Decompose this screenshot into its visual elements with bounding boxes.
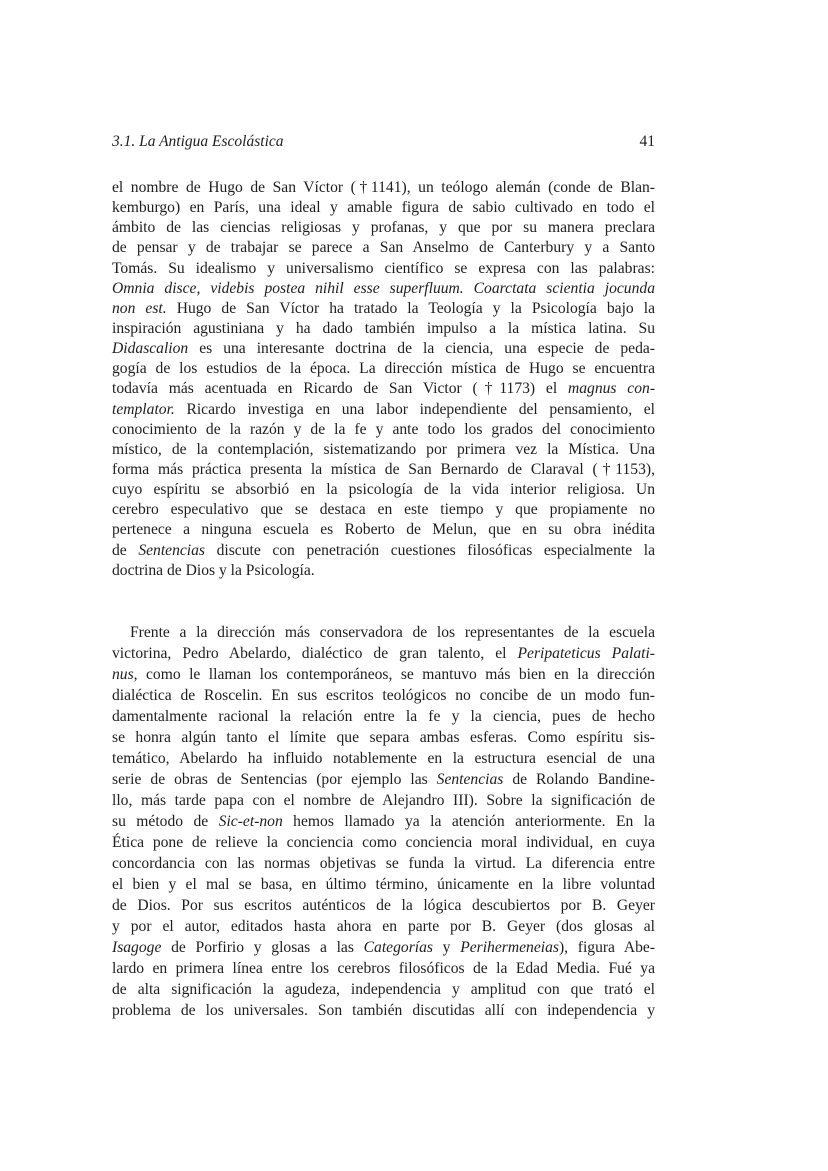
italic-text: non est.	[112, 299, 167, 317]
text-line	[112, 790, 655, 811]
text-run: y por el autor, editados hasta ahora en parte por B. Geyer (dos glosas al	[112, 918, 655, 935]
text-run: llo, más tarde papa con el nombre de Alejandro III). Sobre la significación de	[112, 792, 655, 809]
text-run: se honra algún tanto el límite que separa ambas esferas. Como espíritu sis-	[112, 729, 655, 746]
italic-text: Sic-et-non	[218, 813, 283, 830]
text-line	[112, 238, 655, 258]
text-run: ámbito de las ciencias religiosas y profanas, y que por su manera preclara	[112, 219, 655, 237]
text-line	[112, 727, 655, 748]
text-run: doctrina de Dios y la Psicología.	[112, 561, 315, 579]
text-line	[112, 339, 655, 359]
italic-text: Sentencias	[436, 771, 504, 788]
text-line	[112, 178, 655, 198]
text-run: kemburgo) en París, una ideal y amable figura de sabio cultivado en todo el	[112, 199, 655, 217]
text-line	[112, 480, 655, 500]
text-run: Ética pone de relieve la conciencia como conciencia moral individual, en cuya	[112, 834, 655, 851]
text-run: damentalmente racional la relación entre la fe y la ciencia, pues de hecho	[112, 708, 655, 725]
text-run: de alta significación la agudeza, independencia y amplitud con que trató el	[112, 981, 655, 998]
text-run: el nombre de Hugo de San Víctor (†1141), un teólogo alemán (conde de Blan-	[112, 179, 655, 196]
text-line	[112, 440, 655, 460]
text-line	[112, 520, 655, 540]
italic-text: nus	[112, 666, 134, 683]
text-line	[112, 379, 655, 399]
text-run: Tomás. Su idealismo y universalismo científico se expresa con las palabras:	[112, 259, 655, 277]
italic-text: Categorías	[363, 939, 433, 956]
text-run: hemos llamado ya la atención anteriormente. En la	[282, 813, 655, 830]
text-run: es una interesante doctrina de la ciencia, una especie de peda-	[188, 340, 655, 358]
italic-text: Perihermeneias	[460, 939, 559, 956]
text-run: problema de los universales. Son también discutidas allí con independencia y	[112, 1002, 655, 1019]
text-run: de pensar y de trabajar se parece a San Anselmo de Canterbury y a Santo	[112, 239, 655, 257]
text-line	[112, 979, 655, 1000]
text-line	[112, 299, 655, 319]
text-line	[112, 832, 655, 853]
italic-text: magnus con-	[567, 380, 656, 398]
text-run: gogía de los estudios de la época. La dirección mística de Hugo se encuentra	[112, 360, 655, 378]
text-line	[112, 811, 655, 832]
text-line	[112, 622, 655, 643]
text-line	[112, 685, 655, 706]
text-line	[112, 748, 655, 769]
page-number: 41	[639, 133, 655, 150]
text-line	[112, 460, 655, 480]
text-line	[112, 259, 655, 279]
italic-text: Didascalion	[112, 340, 189, 358]
text-run: concordancia con las normas objetivas se funda la virtud. La diferencia entre	[112, 855, 655, 872]
text-run: Frente a la dirección más conservadora de los representantes de la escuela	[130, 624, 655, 641]
page-header	[112, 133, 655, 153]
text-run: forma más práctica presenta la mística de San Bernardo de Claraval (†1153),	[112, 460, 655, 478]
italic-text: Sentencias	[138, 541, 205, 559]
text-run: de Rolando Bandine-	[503, 771, 655, 788]
text-run: , como le llaman los contemporáneos, se mantuvo más bien en la dirección	[133, 666, 655, 683]
text-line	[112, 916, 655, 937]
text-run: cuyo espíritu se absorbió en la psicología de la vida interior religiosa. Un	[112, 481, 655, 499]
text-run: lardo en primera línea entre los cerebros filosóficos de la Edad Media. Fué ya	[112, 960, 655, 977]
text-line	[112, 500, 655, 520]
text-line	[112, 359, 655, 379]
text-line	[112, 561, 655, 581]
text-run: discute con penetración cuestiones filosóficas especialmente la	[205, 541, 655, 559]
text-run: Hugo de San Víctor ha tratado la Teología y la Psicología bajo la	[166, 299, 655, 317]
text-line	[112, 895, 655, 916]
text-line	[112, 218, 655, 238]
text-run: Ricardo investiga en una labor independiente del pensamiento, el	[174, 400, 655, 418]
running-title: 3.1. La Antigua Escolástica	[112, 133, 284, 150]
text-line	[112, 319, 655, 339]
paragraph-pedro-abelardo	[112, 622, 655, 1021]
text-run: dialéctica de Roscelin. En sus escritos teológicos no concibe de un modo fun-	[112, 687, 655, 704]
text-run: temático, Abelardo ha influido notablemente en la estructura esencial de una	[112, 750, 655, 767]
text-line	[112, 198, 655, 218]
text-run: de Porfirio y glosas a las	[161, 939, 364, 956]
text-run: su método de	[112, 813, 219, 830]
text-run: pertenece a ninguna escuela es Roberto de Melun, que en su obra inédita	[112, 521, 655, 539]
text-run: ), figura Abe-	[558, 939, 656, 956]
text-line	[112, 769, 655, 790]
paragraph-hugo-san-victor	[112, 178, 655, 581]
text-line	[112, 1000, 655, 1021]
text-run: de	[112, 541, 139, 559]
text-line	[112, 664, 655, 685]
text-line	[112, 420, 655, 440]
text-line	[112, 706, 655, 727]
text-run: inspiración agustiniana y ha dado también impulso a la mística latina. Su	[112, 319, 655, 337]
text-run: el bien y el mal se basa, en último término, únicamente en la libre voluntad	[112, 876, 655, 893]
text-run: de Dios. Por sus escritos auténticos de la lógica descubiertos por B. Geyer	[112, 897, 655, 914]
italic-text: Isagoge	[112, 939, 162, 956]
text-run: cerebro especulativo que se destaca en este tiempo y que propiamente no	[112, 501, 655, 519]
text-line	[112, 400, 655, 420]
text-run: todavía más acentuada en Ricardo de San Victor (†1173) el	[112, 380, 568, 398]
text-run: místico, de la contemplación, sistematizando por primera vez la Mística. Una	[112, 440, 655, 458]
italic-text: Peripateticus Palati-	[517, 645, 655, 662]
text-line	[112, 958, 655, 979]
text-run: victorina, Pedro Abelardo, dialéctico de gran talento, el	[112, 645, 518, 662]
text-line	[112, 853, 655, 874]
text-run: serie de obras de Sentencias (por ejemplo las	[112, 771, 437, 788]
text-line	[112, 643, 655, 664]
text-line	[112, 541, 655, 561]
italic-text: Omnia disce, videbis postea nihil esse superfluum. Coarctata scientia jocunda	[112, 279, 655, 297]
text-run: conocimiento de la razón y de la fe y ante todo los grados del conocimiento	[112, 420, 655, 438]
text-line	[112, 874, 655, 895]
text-line	[112, 279, 655, 299]
text-run: y	[432, 939, 461, 956]
text-line	[112, 937, 655, 958]
italic-text: templator.	[112, 400, 175, 418]
